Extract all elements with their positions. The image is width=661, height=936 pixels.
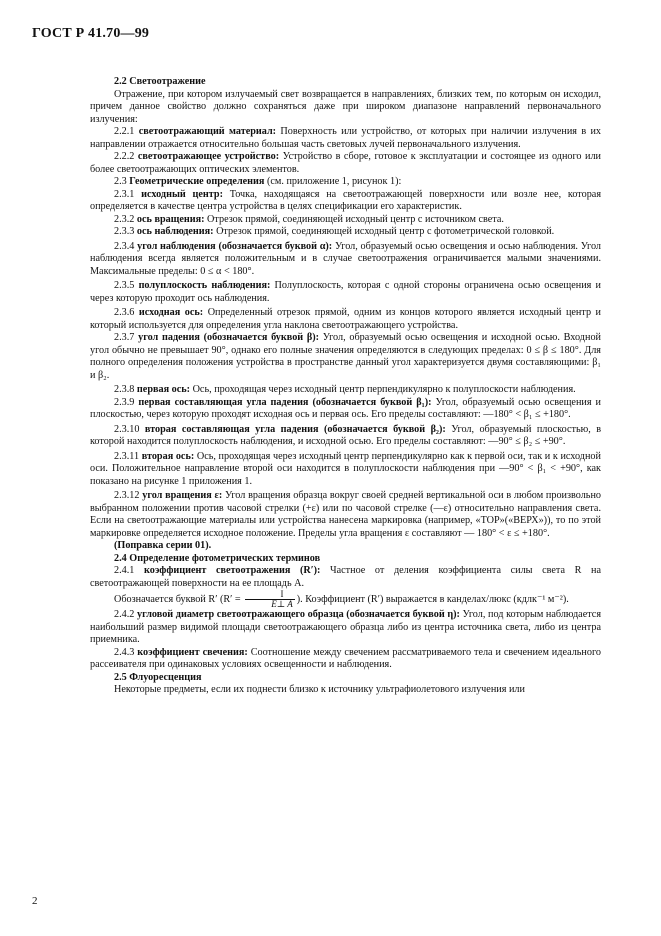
page-number: 2	[32, 895, 38, 907]
paragraph-2-3-5: 2.3.5 полуплоскость наблюдения: Полуплоскость, которая с одной стороны ограничена осью освещения и через которую проходит ось наблюдения.	[90, 280, 601, 304]
fraction: $\frac{I}{E\perp A}$	[245, 590, 295, 609]
paragraph-2-3-3: 2.3.3 ось наблюдения: Отрезок прямой, соединяющей исходный центр с фотометрической головкой.	[114, 226, 555, 237]
section-heading-2-4: 2.4 Определение фотометрических терминов	[114, 552, 321, 564]
document-body	[90, 76, 601, 697]
paragraph-2-3-8: 2.3.8 первая ось: Ось, проходящая через исходный центр перпендикулярно к полуплоскости наблюдения.	[114, 384, 576, 395]
paragraph-2-5-intro: Некоторые предметы, если их поднести близко к источнику ультрафиолетового излучения или	[114, 684, 525, 695]
paragraph-2-3-6: 2.3.6 исходная ось: Определенный отрезок прямой, одним из концов которого является исходный центр и который используется для определения угла наклона светоотражающего устройства.	[90, 307, 601, 331]
paragraph-2-3-10: 2.3.10 вторая составляющая угла падения (обозначается буквой β₂): Угол, образуемый плоскостью, в которой находится полуплоскость наблюдения, и исходной осью. Его пределы составляют: —90° ≤ β₂ ≤ +90°.	[90, 423, 602, 447]
paragraph-2-2-intro: Отражение, при котором излучаемый свет возвращается в направлениях, близких тем, по которым он исходил, причем данное свойство должно сохраняться даже при широком диапазоне направлений первоначального излучения:	[90, 88, 601, 125]
paragraph-2-2-2: 2.2.2 светоотражающее устройство: Устройство в сборе, готовое к эксплуатации и состоящее из одного или более светоотражающих оптических элементов.	[90, 151, 601, 175]
section-heading-2-2: 2.2 Светоотражение	[114, 76, 206, 87]
paragraph-2-3: 2.3 Геометрические определения (см. приложение 1, рисунок 1):	[114, 176, 402, 187]
paragraph-2-4-1: 2.4.1 коэффициент светоотражения (R′): Частное от деления коэффициента силы света R на светоотражающей поверхности на ее площадь A.	[90, 565, 602, 589]
amendment-note: (Поправка серии 01).	[114, 540, 212, 551]
document-header: ГОСТ Р 41.70—99	[32, 26, 150, 41]
paragraph-2-3-2: 2.3.2 ось вращения: Отрезок прямой, соединяющей исходный центр с источником света.	[114, 213, 504, 225]
paragraph-2-3-4: 2.3.4 угол наблюдения (обозначается буквой α): Угол, образуемый осью освещения и осью наблюдения. Угол наблюдения всегда является положительным и в случае светоотражения ограничивается малыми значениями. Максимальные пределы: 0 ≤ α < 180°.	[90, 240, 602, 277]
paragraph-2-3-12: 2.3.12 угол вращения ε: Угол вращения образца вокруг своей средней вертикальной оси в любом произвольно выбранном положении против часовой стрелки (+ε) или по часовой стрелке (—ε) относительно направления света. Если на светоотражающие материалы или устройства нанесена маркировка (например, «TOP»(«ВЕРХ»)), то по этой маркировке определяется исходное положение. Пределы угла вращения ε составляют — 180° < ε ≤ +180°.	[90, 490, 601, 539]
paragraph-2-3-7: 2.3.7 угол падения (обозначается буквой β): Угол, образуемый осью освещения и исходной осью. Входной угол обычно не превышает 90°, однако его полные значения определяются в следующих пределах: 0 ≤ β ≤ 180°. Для полного определения положения устройства в пространстве данный угол характеризуется двумя составляющими: β₁ и β₂.	[90, 332, 601, 381]
formula-r-prime: Обозначается буквой R′ (R′ = $\frac{I}{E\perp A}$ ). Коэффициент (R′) выражается в канделах/люкс (кдлк⁻¹ м⁻²).	[114, 589, 569, 609]
paragraph-2-4-3: 2.4.3 коэффициент свечения: Соотношение между свечением рассматриваемого тела и свечением идеального рассеивателя при одинаковых условиях освещенности и наблюдения.	[90, 646, 601, 670]
paragraph-2-3-1: 2.3.1 исходный центр: Точка, находящаяся на светоотражающей поверхности или возле нее, которая определяется в качестве центра устройства в целях спецификации его характеристик.	[90, 188, 602, 212]
section-heading-2-5: 2.5 Флуоресценция	[114, 671, 202, 683]
paragraph-2-3-11: 2.3.11 вторая ось: Ось, проходящая через исходный центр перпендикулярно как к первой оси, так и к исходной оси. Положительное направление второй оси находится в полуплоскости наблюдения при —90° < β₁ < +90°, как показано на рисунке 1 приложения 1.	[90, 450, 601, 487]
paragraph-2-4-2: 2.4.2 угловой диаметр светоотражающего образца (обозначается буквой η): Угол, под которым наблюдается наибольший размер видимой площади светоотражающего образца либо из центра источника света, либо из центра приемника.	[90, 609, 602, 645]
paragraph-2-2-1: 2.2.1 светоотражающий материал: Поверхность или устройство, от которых при наличии излучения в их направлении отражается относительно большая часть световых лучей первоначального излучения.	[90, 126, 602, 150]
paragraph-2-3-9: 2.3.9 первая составляющая угла падения (обозначается буквой β₁): Угол, образуемый осью освещения и плоскостью, через которую проходят исходная ось и первая ось. Его пределы составляют: —180° < β₁ ≤ +180°.	[90, 396, 601, 420]
